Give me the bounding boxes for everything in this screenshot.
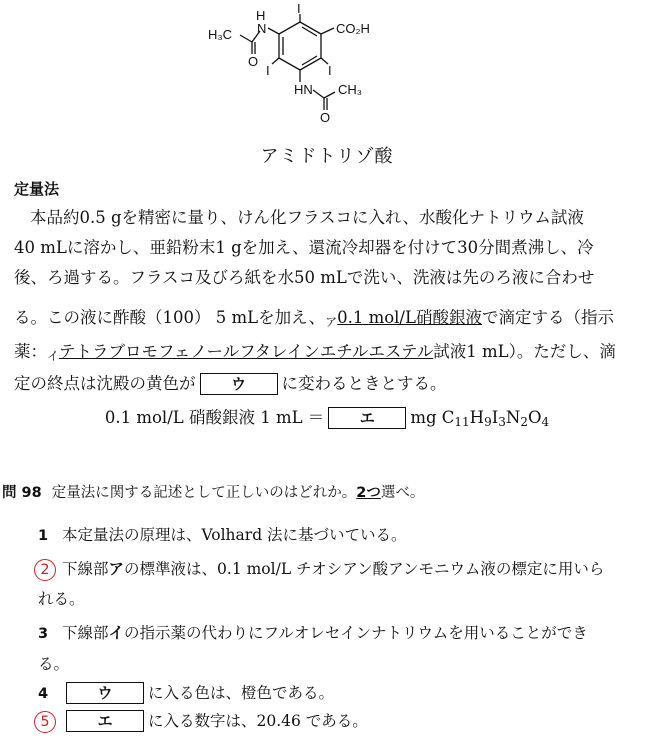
atom-i-left: I	[266, 63, 270, 78]
blank-box-u: ウ	[200, 373, 278, 395]
procedure-line-1: 本品約0.5 gを精密に量り、けん化フラスコに入れ、水酸化ナトリウム試液	[30, 208, 584, 227]
underline-a: 0.1 mol/L硝酸銀液	[337, 308, 482, 327]
atom-o-bottom: O	[320, 110, 331, 125]
section-heading: 定量法	[14, 180, 60, 198]
atom-i-top: I	[297, 2, 301, 16]
option-5: 5 エ に入る数字は、20.46 である。	[38, 706, 648, 736]
procedure-line-3: 後、ろ過する。フラスコ及びろ紙を水50 mLで洗い、洗液は先のろ液に合わせ	[14, 268, 595, 287]
option-2: 2 下線部アの標準液は、0.1 mol/L チオシアン酸アンモニウム液の標定に用いら れる。	[38, 554, 648, 614]
procedure-line-6: 定の終点は沈殿の黄色が ウ に変わるときとする。	[14, 374, 447, 393]
procedure-line-4: る。この液に酢酸（100） 5 mLを加え、$_ア$0.1 mol/L硝酸銀液で滴定する（指示	[14, 308, 614, 329]
option-3: 3 下線部イの指示薬の代わりにフルオレセインナトリウムを用いることができ る。	[38, 624, 588, 673]
blank-box-e: エ	[328, 407, 406, 429]
atom-hn-bottom: HN	[294, 82, 313, 97]
atom-ch3-bottom: CH₃	[338, 82, 363, 97]
marker-i: イ	[47, 349, 60, 363]
compound-name: アミドトリゾ酸	[260, 146, 394, 167]
atom-n-top: N	[257, 21, 267, 36]
select-count: 2つ	[356, 485, 381, 501]
atom-o-left: O	[248, 54, 259, 69]
atom-h-top: H	[256, 8, 266, 23]
selected-circle: 5	[34, 711, 56, 733]
procedure-line-2: 40 mLに溶かし、亜鉛粉末1 gを加え、還流冷却器を付けて30分間煮沸し、冷	[14, 238, 594, 257]
marker-a: ア	[325, 315, 338, 329]
option-4: 4 ウ に入る色は、橙色である。	[38, 684, 335, 702]
option-1: 1 本定量法の原理は、Volhard 法に基づいている。	[38, 526, 407, 544]
atom-i-right: I	[328, 63, 332, 78]
option-4-box: ウ	[66, 682, 144, 704]
atom-cooh: CO₂H	[336, 21, 370, 36]
question-prompt: 問 98 定量法に関する記述として正しいのはどれか。2つ選べ。	[2, 485, 425, 501]
amidotrizoic-acid-structure	[200, 2, 400, 132]
procedure-line-5: 薬：$_イ$テトラブロモフェノールフタレインエチルエステル試液1 mL）。ただし、滴	[14, 342, 616, 363]
selected-circle: 2	[34, 559, 56, 581]
atom-h3c: H₃C	[208, 27, 233, 42]
option-5-box: エ	[66, 710, 144, 732]
underline-i: テトラブロモフェノールフタレインエチルエステル	[59, 342, 434, 361]
question-number: 問 98	[2, 485, 42, 501]
formula-line: 0.1 mol/L 硝酸銀液 1 mL ＝ エ mg $C_{11}H_9I_3N_2O_4$	[104, 408, 550, 429]
